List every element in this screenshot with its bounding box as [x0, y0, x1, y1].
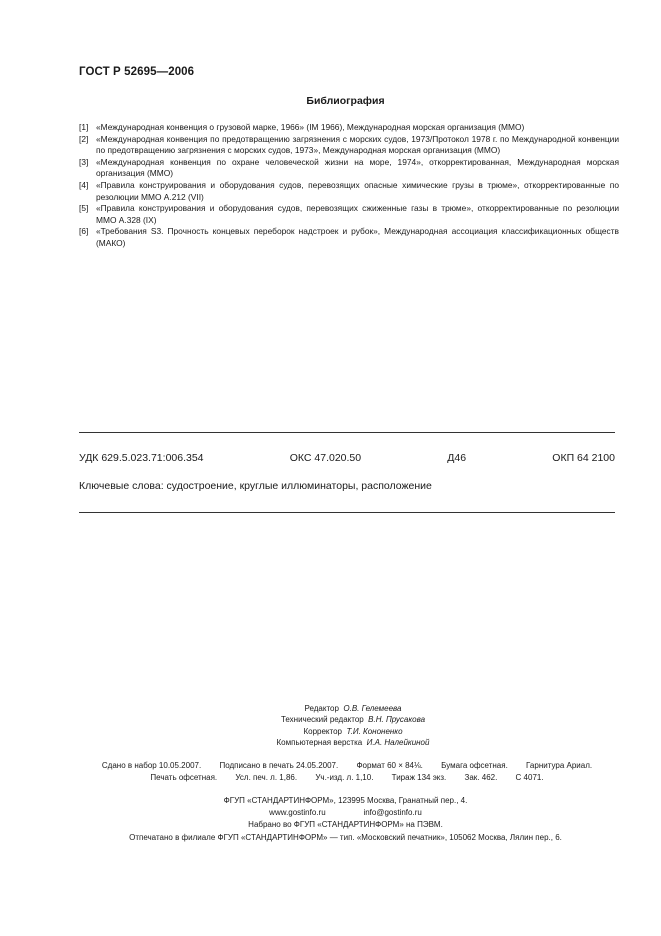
- print-field: Усл. печ. л. 1,86.: [235, 773, 298, 782]
- reference-number: [5]: [79, 203, 89, 214]
- publisher-printed: Отпечатано в филиале ФГУП «СТАНДАРТИНФОРМ» — тип. «Московский печатник», 105062 Москва, Лялин пер., 6.: [129, 832, 562, 842]
- reference-list: [79, 122, 619, 250]
- print-info-line: [79, 760, 615, 772]
- publisher-address: ФГУП «СТАНДАРТИНФОРМ», 123995 Москва, Гранатный пер., 4.: [223, 796, 468, 805]
- print-field: Гарнитура Ариал.: [526, 761, 593, 770]
- divider-top: [79, 432, 615, 433]
- credit-role: Корректор: [303, 726, 342, 736]
- credit-tech-editor: [0, 714, 661, 725]
- credits-block: [0, 703, 661, 748]
- print-field: Подписано в печать 24.05.2007.: [219, 761, 339, 770]
- publisher-typeset: Набрано во ФГУП «СТАНДАРТИНФОРМ» на ПЭВМ.: [248, 820, 443, 830]
- publisher-site: www.gostinfo.ru: [269, 808, 326, 818]
- print-field: Формат 60 × 84⅛.: [356, 761, 423, 770]
- udk-code: УДК 629.5.023.71:006.354: [79, 452, 204, 464]
- reference-item: [79, 157, 619, 180]
- print-field: С 4071.: [515, 773, 544, 782]
- oks-code: ОКС 47.020.50: [289, 452, 362, 464]
- reference-text: «Международная конвенция о грузовой марке, 1966» (IM 1966), Международная морская организация (ММО): [96, 122, 525, 132]
- standard-code: ГОСТ Р 52695—2006: [79, 66, 195, 78]
- reference-text: «Международная конвенция по охране человеческой жизни на море, 1974», откорректированная, Международная морская организация (ММО): [96, 156, 619, 179]
- reference-item: [79, 203, 619, 226]
- reference-number: [3]: [79, 156, 89, 167]
- publisher-contacts: [30, 807, 661, 819]
- print-field: Уч.-изд. л. 1,10.: [315, 773, 374, 782]
- publisher-email: info@gostinfo.ru: [363, 808, 422, 818]
- print-field: Зак. 462.: [464, 773, 498, 782]
- credit-editor: [0, 703, 661, 714]
- credit-corrector: [0, 726, 661, 737]
- credit-layout: [0, 737, 661, 748]
- divider-bottom: [79, 512, 615, 513]
- print-field: Печать офсетная.: [150, 773, 218, 782]
- d-code: Д46: [447, 452, 467, 464]
- credit-name: В.Н. Прусакова: [368, 715, 426, 725]
- credit-role: Компьютерная верстка: [276, 737, 363, 747]
- keywords: Ключевые слова: судостроение, круглые иллюминаторы, расположение: [79, 480, 432, 492]
- reference-number: [2]: [79, 133, 89, 144]
- credit-role: Технический редактор: [280, 715, 364, 725]
- reference-number: [6]: [79, 226, 89, 237]
- reference-text: «Правила конструирования и оборудования судов, перевозящих опасные химические грузы в трюме», откорректированные по резолюции ММО А.212 (VII): [96, 179, 619, 202]
- print-field: Тираж 134 экз.: [391, 773, 447, 782]
- reference-text: «Правила конструирования и оборудования судов, перевозящих сжиженные газы в трюме», откорректированные по резолюции ММО А.328 (IX): [96, 203, 619, 225]
- print-info-line: [79, 772, 615, 784]
- reference-number: [4]: [79, 179, 89, 190]
- credit-name: Т.И. Кононенко: [346, 726, 403, 736]
- reference-number: [1]: [79, 122, 89, 132]
- credit-name: О.В. Гелемеева: [343, 704, 402, 713]
- print-field: Сдано в набор 10.05.2007.: [101, 761, 202, 770]
- credit-name: И.А. Налейкиной: [366, 737, 430, 747]
- classification-row: [79, 452, 615, 464]
- bibliography-title: Библиография: [306, 95, 385, 107]
- publisher-block: [0, 795, 661, 844]
- reference-item: [79, 122, 619, 134]
- reference-text: «Международная конвенция по предотвращению загрязнения с морских судов, 1973/Протокол 1978 г. по Международной конвенции по предотвращению загрязнения с морских судов, 1973», Международная морская организация (ММО): [96, 133, 619, 156]
- credit-role: Редактор: [304, 704, 339, 713]
- reference-item: [79, 180, 619, 203]
- reference-item: [79, 134, 619, 157]
- okp-code: ОКП 64 2100: [552, 452, 615, 464]
- print-field: Бумага офсетная.: [441, 761, 508, 770]
- reference-text: «Требования S3. Прочность концевых переборок надстроек и рубок», Международная ассоциация классификационных обществ (МАКО): [96, 226, 619, 248]
- print-info: [79, 760, 615, 784]
- reference-item: [79, 226, 619, 249]
